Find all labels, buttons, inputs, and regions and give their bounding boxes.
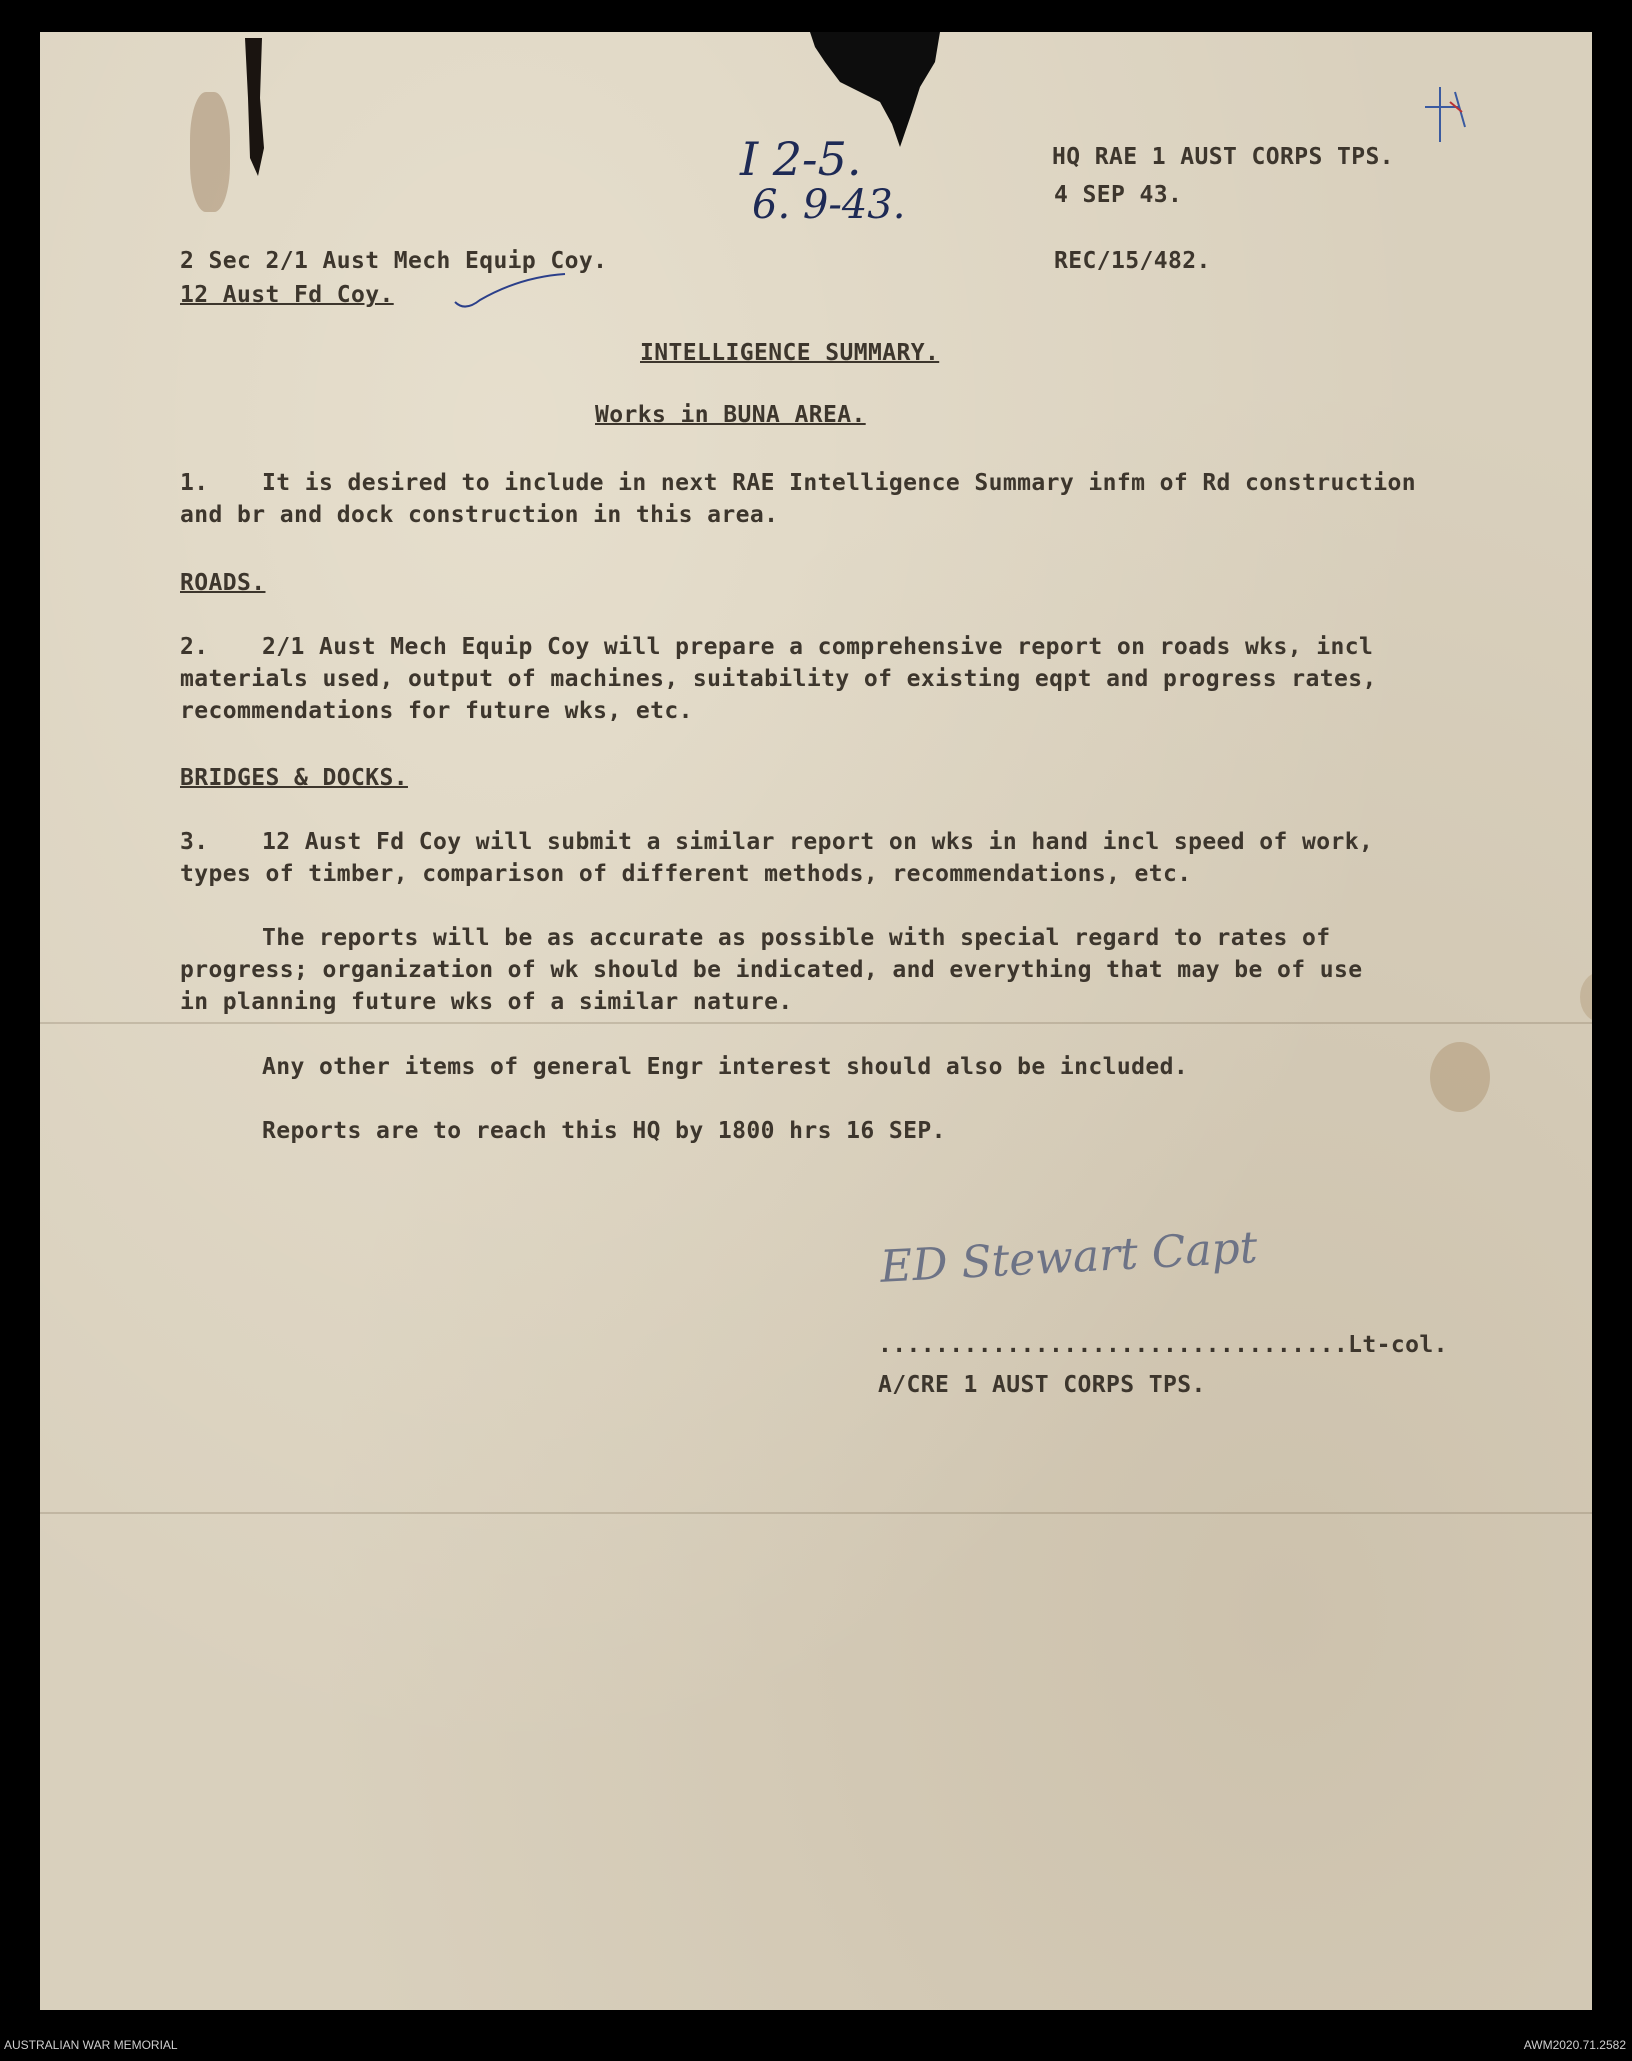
para-6: Reports are to reach this HQ by 1800 hrs 16 SEP. <box>262 1118 946 1144</box>
para-number: 1. <box>180 470 209 496</box>
page-title: INTELLIGENCE SUMMARY. <box>640 340 940 366</box>
stain <box>1580 972 1592 1022</box>
handwritten-file-date: 6. 9-43. <box>752 182 906 228</box>
para-4-line-1: The reports will be as accurate as possible with special regard to rates of <box>262 925 1331 951</box>
tick-mark <box>450 272 570 312</box>
margin-check-mark <box>1410 82 1480 152</box>
para-number: 2. <box>180 634 209 660</box>
para-1-line-2: and br and dock construction in this area. <box>180 502 779 528</box>
header-unit: HQ RAE 1 AUST CORPS TPS. <box>1052 144 1394 170</box>
signature-title: A/CRE 1 AUST CORPS TPS. <box>878 1372 1206 1398</box>
footer-right: AWM2020.71.2582 <box>1523 2038 1626 2052</box>
signature-dots-line: .................................Lt-col. <box>878 1332 1448 1358</box>
para-4-line-2: progress; organization of wk should be indicated, and everything that may be of use <box>180 957 1363 983</box>
stain <box>1430 1042 1490 1112</box>
bridges-heading: BRIDGES & DOCKS. <box>180 765 408 791</box>
para-4-line-3: in planning future wks of a similar nature. <box>180 989 793 1015</box>
para-2-line-2: materials used, output of machines, suitability of existing eqpt and progress rates, <box>180 666 1377 692</box>
stain <box>190 92 230 212</box>
para-1-line-1: It is desired to include in next RAE Intelligence Summary infm of Rd construction <box>262 470 1417 496</box>
page-subtitle: Works in BUNA AREA. <box>595 402 866 428</box>
roads-heading: ROADS. <box>180 570 266 596</box>
para-3-line-2: types of timber, comparison of different methods, recommendations, etc. <box>180 861 1192 887</box>
handwritten-signature: ED Stewart Capt <box>878 1222 1259 1293</box>
header-date: 4 SEP 43. <box>1054 182 1183 208</box>
addressee-2: 12 Aust Fd Coy. <box>180 282 394 308</box>
para-number: 3. <box>180 829 209 855</box>
para-2-line-3: recommendations for future wks, etc. <box>180 698 693 724</box>
para-5: Any other items of general Engr interest should also be included. <box>262 1054 1189 1080</box>
para-3-line-1: 12 Aust Fd Coy will submit a similar report on wks in hand incl speed of work, <box>262 829 1374 855</box>
addressee-1: 2 Sec 2/1 Aust Mech Equip Coy. <box>180 248 608 274</box>
header-reference: REC/15/482. <box>1054 248 1211 274</box>
para-2-line-1: 2/1 Aust Mech Equip Coy will prepare a comprehensive report on roads wks, incl <box>262 634 1374 660</box>
footer-left: AUSTRALIAN WAR MEMORIAL <box>4 2038 178 2052</box>
document-sheet <box>40 32 1592 2010</box>
ink-mark <box>240 38 300 178</box>
handwritten-file-ref: I 2-5. <box>740 132 862 186</box>
fold-line <box>40 1022 1592 1024</box>
fold-line <box>40 1512 1592 1514</box>
